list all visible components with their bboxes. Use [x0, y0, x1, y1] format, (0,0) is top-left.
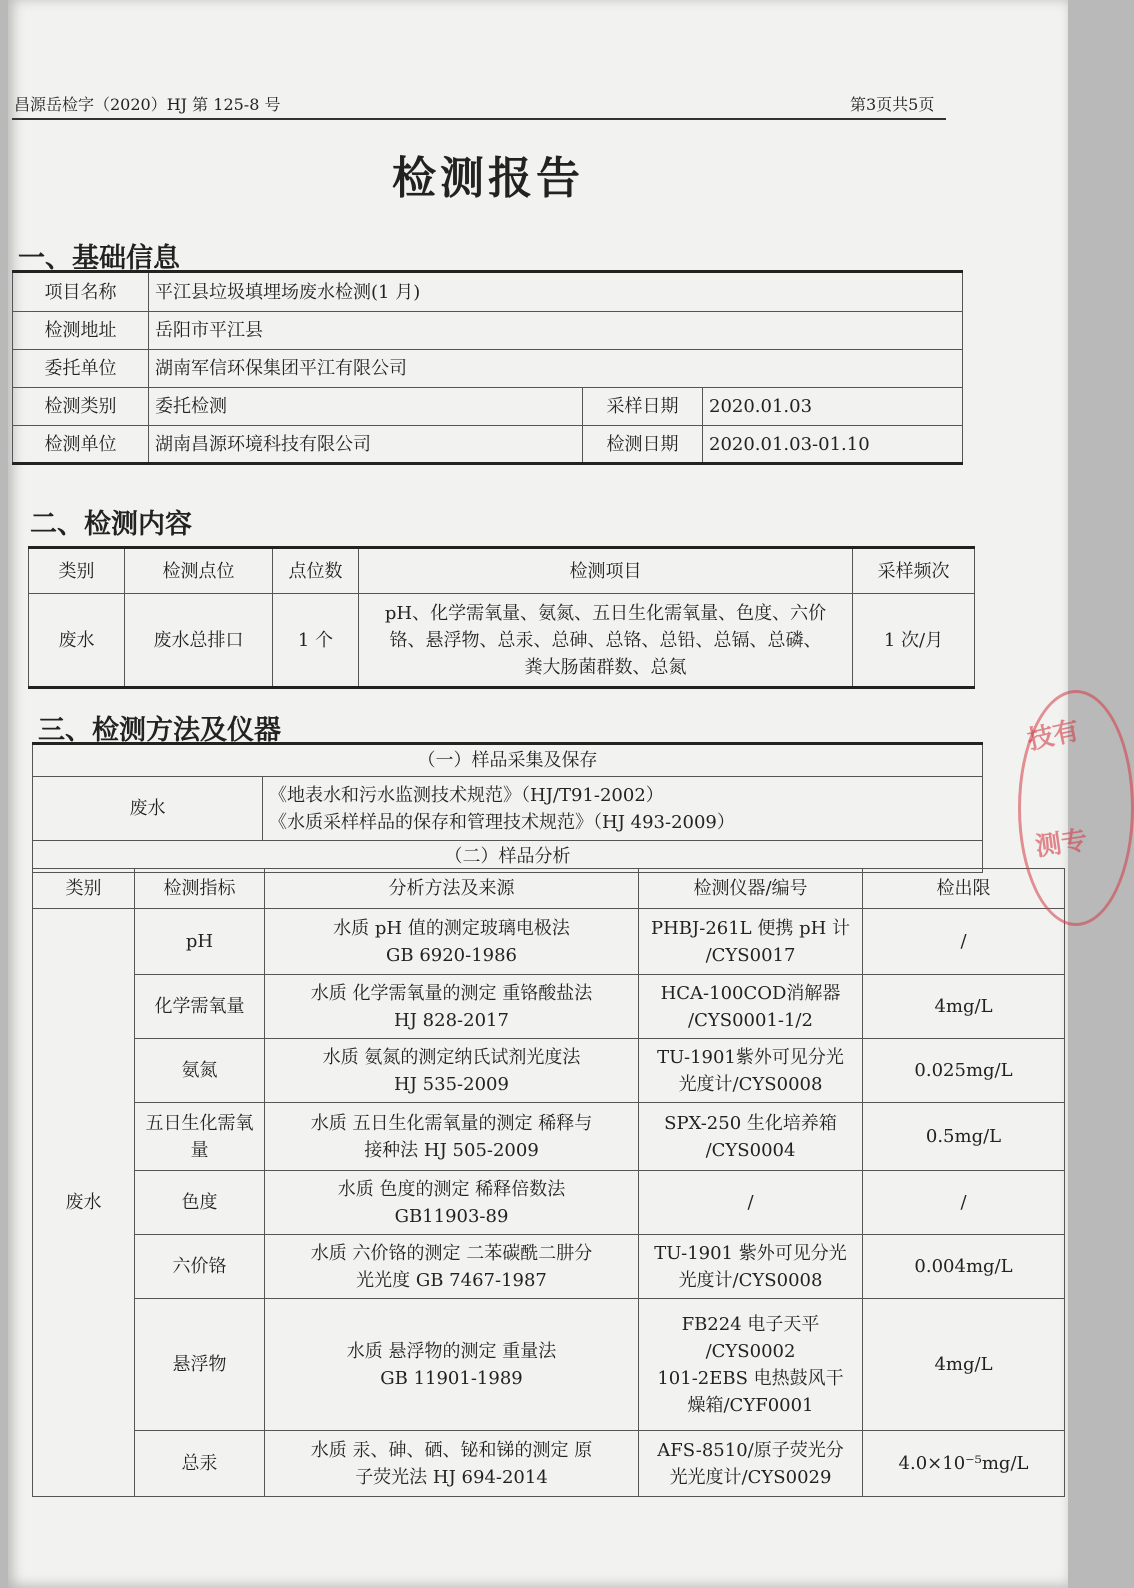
instrument-line: /CYS0004 [705, 1139, 796, 1161]
report-number: 昌源岳检字（2020）HJ 第 125-8 号 [14, 95, 281, 114]
section3-heading: 三、检测方法及仪器 [38, 715, 281, 746]
basic-info-table [12, 270, 963, 465]
limit: / [863, 909, 1065, 975]
header-indicator: 检测指标 [135, 869, 265, 909]
method [265, 975, 639, 1039]
instrument [639, 1235, 863, 1299]
instrument-line: 燥箱/CYF0001 [687, 1394, 814, 1416]
indicator: 悬浮物 [135, 1299, 265, 1431]
indicator: 氨氮 [135, 1039, 265, 1103]
cell-category: 废水 [29, 594, 125, 688]
value-client: 湖南军信环保集团平江有限公司 [149, 350, 963, 388]
subheading-analysis: （二）样品分析 [33, 841, 983, 873]
limit: 0.025mg/L [863, 1039, 1065, 1103]
instrument [639, 1299, 863, 1431]
label-sampling-date: 采样日期 [583, 388, 703, 426]
subheading-sampling: （一）样品采集及保存 [33, 744, 983, 777]
instrument-line: 光度计/CYS0008 [678, 1269, 823, 1291]
value-test-unit: 湖南昌源环境科技有限公司 [149, 426, 583, 464]
sampling-standard: 《地表水和污水监测技术规范》（HJ/T91-2002） [269, 784, 664, 806]
method-line: 光光度 GB 7467-1987 [356, 1269, 547, 1291]
indicator: 五日生化需氧量 [135, 1103, 265, 1171]
instrument-line: HCA-100COD消解器 [660, 982, 841, 1004]
indicator: 六价铬 [135, 1235, 265, 1299]
section2-heading: 二、检测内容 [30, 509, 192, 540]
cell-location: 废水总排口 [125, 594, 273, 688]
sampling-category: 废水 [33, 777, 263, 841]
method-line: 子荧光法 HJ 694-2014 [355, 1466, 548, 1488]
method-line: 水质 色度的测定 稀释倍数法 [337, 1178, 566, 1200]
header-instrument: 检测仪器/编号 [639, 869, 863, 909]
indicator: 化学需氧量 [135, 975, 265, 1039]
indicator: 总汞 [135, 1431, 265, 1497]
page-indicator: 第3页共5页 [850, 95, 935, 114]
instrument-line: TU-1901 紫外可见分光 [654, 1242, 847, 1264]
header-category: 类别 [29, 548, 125, 594]
header-count: 点位数 [273, 548, 359, 594]
instrument [639, 1171, 863, 1235]
header-items: 检测项目 [359, 548, 853, 594]
sampling-standards [263, 777, 983, 841]
header-category: 类别 [33, 869, 135, 909]
document-page [8, 0, 1090, 1588]
label-test-type: 检测类别 [13, 388, 149, 426]
instrument-line: /CYS0001-1/2 [688, 1009, 813, 1031]
sampling-standard: 《水质采样样品的保存和管理技术规范》（HJ 493-2009） [269, 811, 735, 833]
indicator: pH [135, 909, 265, 975]
limit: 0.5mg/L [863, 1103, 1065, 1171]
header-location: 检测点位 [125, 548, 273, 594]
value-test-type: 委托检测 [149, 388, 583, 426]
value-address: 岳阳市平江县 [149, 312, 963, 350]
value-test-date: 2020.01.03-01.10 [703, 426, 963, 464]
analysis-table [32, 868, 1065, 1497]
limit: 0.004mg/L [863, 1235, 1065, 1299]
page-title: 检测报告 [392, 153, 584, 204]
instrument [639, 975, 863, 1039]
method-line: HJ 828-2017 [394, 1009, 509, 1031]
seal-text: 技有 [1024, 715, 1083, 757]
label-test-unit: 检测单位 [13, 426, 149, 464]
label-project-name: 项目名称 [13, 272, 149, 312]
instrument-line: FB224 电子天平 [681, 1313, 820, 1335]
instrument [639, 1039, 863, 1103]
limit: 4mg/L [863, 975, 1065, 1039]
instrument-line: PHBJ-261L 便携 pH 计 [650, 917, 851, 939]
instrument-line: 101-2EBS 电热鼓风干 [657, 1367, 844, 1389]
method-line: GB11903-89 [394, 1205, 509, 1227]
seal-text: 测专 [1033, 825, 1090, 863]
method-line: 水质 化学需氧量的测定 重铬酸盐法 [310, 982, 593, 1004]
instrument-line: / [747, 1192, 754, 1213]
cell-frequency: 1 次/月 [853, 594, 975, 688]
method [265, 1235, 639, 1299]
method [265, 1171, 639, 1235]
instrument-line: 光度计/CYS0008 [678, 1073, 823, 1095]
method-line: HJ 535-2009 [394, 1073, 509, 1095]
instrument [639, 909, 863, 975]
label-test-date: 检测日期 [583, 426, 703, 464]
instrument-line: /CYS0017 [705, 944, 796, 966]
method-line: 水质 五日生化需氧量的测定 稀释与 [310, 1112, 593, 1134]
items-line: 粪大肠菌群数、总氮 [524, 656, 687, 678]
indicator: 色度 [135, 1171, 265, 1235]
method [265, 909, 639, 975]
header-divider [12, 118, 946, 120]
method-line: GB 6920-1986 [385, 944, 518, 966]
instrument-line: 光光度计/CYS0029 [669, 1466, 832, 1488]
cell-count: 1 个 [273, 594, 359, 688]
value-project-name: 平江县垃圾填埋场废水检测(1 月) [149, 272, 963, 312]
method-line: 水质 六价铬的测定 二苯碳酰二肼分 [310, 1242, 593, 1264]
method-line: 接种法 HJ 505-2009 [364, 1139, 539, 1161]
instrument [639, 1431, 863, 1497]
method-line: 水质 悬浮物的测定 重量法 [346, 1340, 557, 1362]
analysis-category: 废水 [33, 909, 135, 1497]
method [265, 1039, 639, 1103]
cell-items [359, 594, 853, 688]
method [265, 1431, 639, 1497]
sampling-table [32, 742, 983, 873]
instrument-line: AFS-8510/原子荧光分 [657, 1439, 844, 1461]
label-client: 委托单位 [13, 350, 149, 388]
items-line: 铬、悬浮物、总汞、总砷、总铬、总铅、总镉、总磷、 [389, 629, 822, 651]
instrument-line: TU-1901紫外可见分光 [657, 1046, 844, 1068]
value-sampling-date: 2020.01.03 [703, 388, 963, 426]
company-seal [1018, 690, 1134, 926]
limit: 4.0×10⁻⁵mg/L [863, 1431, 1065, 1497]
method [265, 1103, 639, 1171]
method-line: 水质 汞、砷、硒、铋和锑的测定 原 [310, 1439, 593, 1461]
instrument-line: SPX-250 生化培养箱 [664, 1112, 837, 1134]
limit: / [863, 1171, 1065, 1235]
section1-heading: 一、基础信息 [18, 243, 180, 274]
header-frequency: 采样频次 [853, 548, 975, 594]
method [265, 1299, 639, 1431]
items-line: pH、化学需氧量、氨氮、五日生化需氧量、色度、六价 [384, 602, 827, 624]
instrument-line: /CYS0002 [705, 1340, 796, 1362]
method-line: 水质 氨氮的测定纳氏试剂光度法 [322, 1046, 581, 1068]
instrument [639, 1103, 863, 1171]
header-method: 分析方法及来源 [265, 869, 639, 909]
method-line: 水质 pH 值的测定玻璃电极法 [333, 917, 570, 939]
test-content-table [28, 546, 975, 689]
limit: 4mg/L [863, 1299, 1065, 1431]
label-address: 检测地址 [13, 312, 149, 350]
header-limit: 检出限 [863, 869, 1065, 909]
method-line: GB 11901-1989 [380, 1367, 523, 1389]
